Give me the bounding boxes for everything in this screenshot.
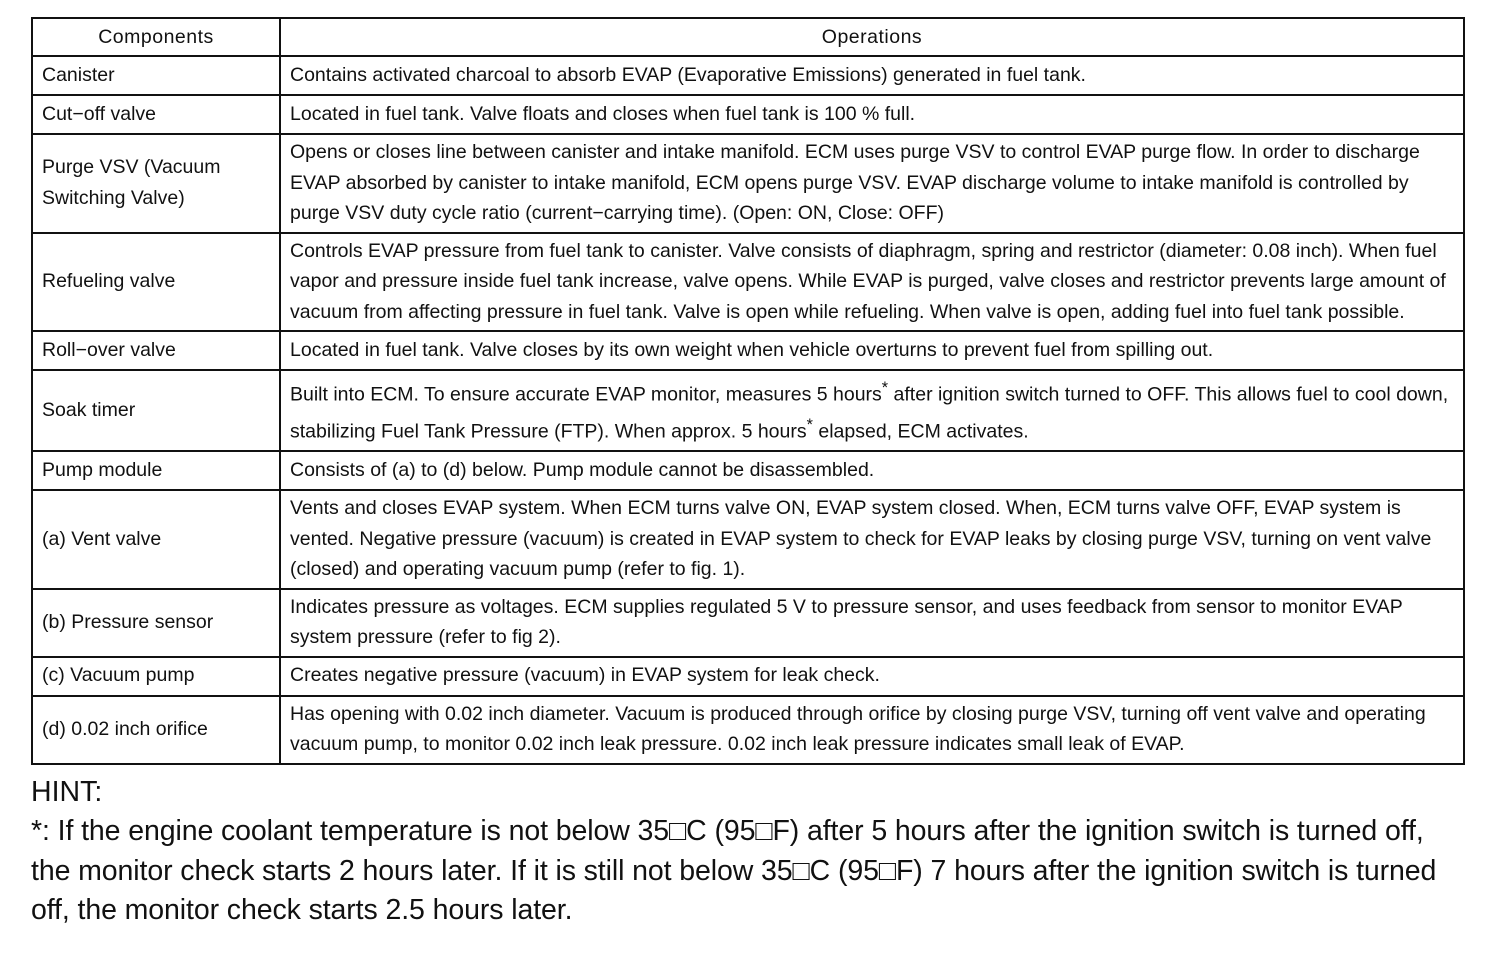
operation-cell: Creates negative pressure (vacuum) in EVAP system for leak check. — [280, 657, 1464, 696]
component-cell: Cut−off valve — [32, 95, 280, 134]
component-cell: Purge VSV (Vacuum Switching Valve) — [32, 134, 280, 233]
operation-cell — [280, 370, 1464, 451]
header-components: Components — [32, 18, 280, 56]
operation-cell: Has opening with 0.02 inch diameter. Vacuum is produced through orifice by closing purge VSV, turning off vent valve and operating vacuum pump, to monitor 0.02 inch leak pressure. 0.02 inch leak pressure indicates small leak of EVAP. — [280, 696, 1464, 764]
header-operations: Operations — [280, 18, 1464, 56]
footnote-mark: * — [806, 416, 813, 434]
footnote-mark: * — [881, 379, 889, 397]
table-row — [32, 134, 1464, 233]
component-cell: (a) Vent valve — [32, 490, 280, 589]
table-row — [32, 370, 1464, 451]
operation-text-part: elapsed, ECM activates. — [812, 420, 1029, 443]
table-row — [32, 56, 1464, 95]
operation-cell: Consists of (a) to (d) below. Pump module cannot be disassembled. — [280, 451, 1464, 490]
table-row — [32, 451, 1464, 490]
operation-cell: Located in fuel tank. Valve floats and closes when fuel tank is 100 % full. — [280, 95, 1464, 134]
component-cell: (c) Vacuum pump — [32, 657, 280, 696]
table-row — [32, 331, 1464, 370]
table-row — [32, 95, 1464, 134]
component-cell: Roll−over valve — [32, 331, 280, 370]
operation-text-part: Built into ECM. To ensure accurate EVAP monitor, measures 5 hours — [290, 383, 882, 406]
component-cell: (d) 0.02 inch orifice — [32, 696, 280, 764]
operation-cell: Indicates pressure as voltages. ECM supplies regulated 5 V to pressure sensor, and uses feedback from sensor to monitor EVAP system pressure (refer to fig 2). — [280, 589, 1464, 657]
document-page — [31, 17, 1463, 931]
table-row — [32, 233, 1464, 332]
table-header-row — [32, 18, 1464, 56]
component-cell: Refueling valve — [32, 233, 280, 332]
table-row — [32, 490, 1464, 589]
operation-cell: Opens or closes line between canister and intake manifold. ECM uses purge VSV to control EVAP purge flow. In order to discharge EVAP absorbed by canister to intake manifold, ECM opens purge VSV. EVAP discharge volume to intake manifold is controlled by purge VSV duty cycle ratio (current−carrying time). (Open: ON, Close: OFF) — [280, 134, 1464, 233]
operation-text-part: after ignition switch turned to OFF. This allows fuel to cool down, stabilizing Fuel Tank Pressure (FTP). When approx. 5 hours — [290, 383, 1449, 443]
table-row — [32, 696, 1464, 764]
component-cell: Pump module — [32, 451, 280, 490]
component-cell: Soak timer — [32, 370, 280, 451]
component-cell: (b) Pressure sensor — [32, 589, 280, 657]
hint-title: HINT: — [31, 775, 103, 808]
operation-cell: Controls EVAP pressure from fuel tank to canister. Valve consists of diaphragm, spring and restrictor (diameter: 0.08 inch). When fuel vapor and pressure inside fuel tank increase, valve opens. While EVAP is purged, valve closes and restrictor prevents large amount of vacuum from affecting pressure in fuel tank. Valve is open while refueling. When valve is open, adding fuel into fuel tank possible. — [280, 233, 1464, 332]
table-row — [32, 589, 1464, 657]
operation-cell: Contains activated charcoal to absorb EVAP (Evaporative Emissions) generated in fuel tank. — [280, 56, 1464, 95]
table-row — [32, 657, 1464, 696]
operation-cell: Vents and closes EVAP system. When ECM turns valve ON, EVAP system closed. When, ECM turns valve OFF, EVAP system is vented. Negative pressure (vacuum) is created in EVAP system to check for EVAP leaks by closing purge VSV, turning on vent valve (closed) and operating vacuum pump (refer to fig. 1). — [280, 490, 1464, 589]
hint-body: *: If the engine coolant temperature is not below 35□C (95□F) after 5 hours after the ignition switch is turned off, the monitor check starts 2 hours later. If it is still not below 35□C (95□F) 7 hours after the ignition switch is turned off, the monitor check starts 2.5 hours later. — [31, 815, 1437, 926]
component-cell: Canister — [32, 56, 280, 95]
evap-components-table — [31, 17, 1465, 765]
operation-cell: Located in fuel tank. Valve closes by its own weight when vehicle overturns to prevent fuel from spilling out. — [280, 331, 1464, 370]
hint-section — [31, 773, 1463, 931]
